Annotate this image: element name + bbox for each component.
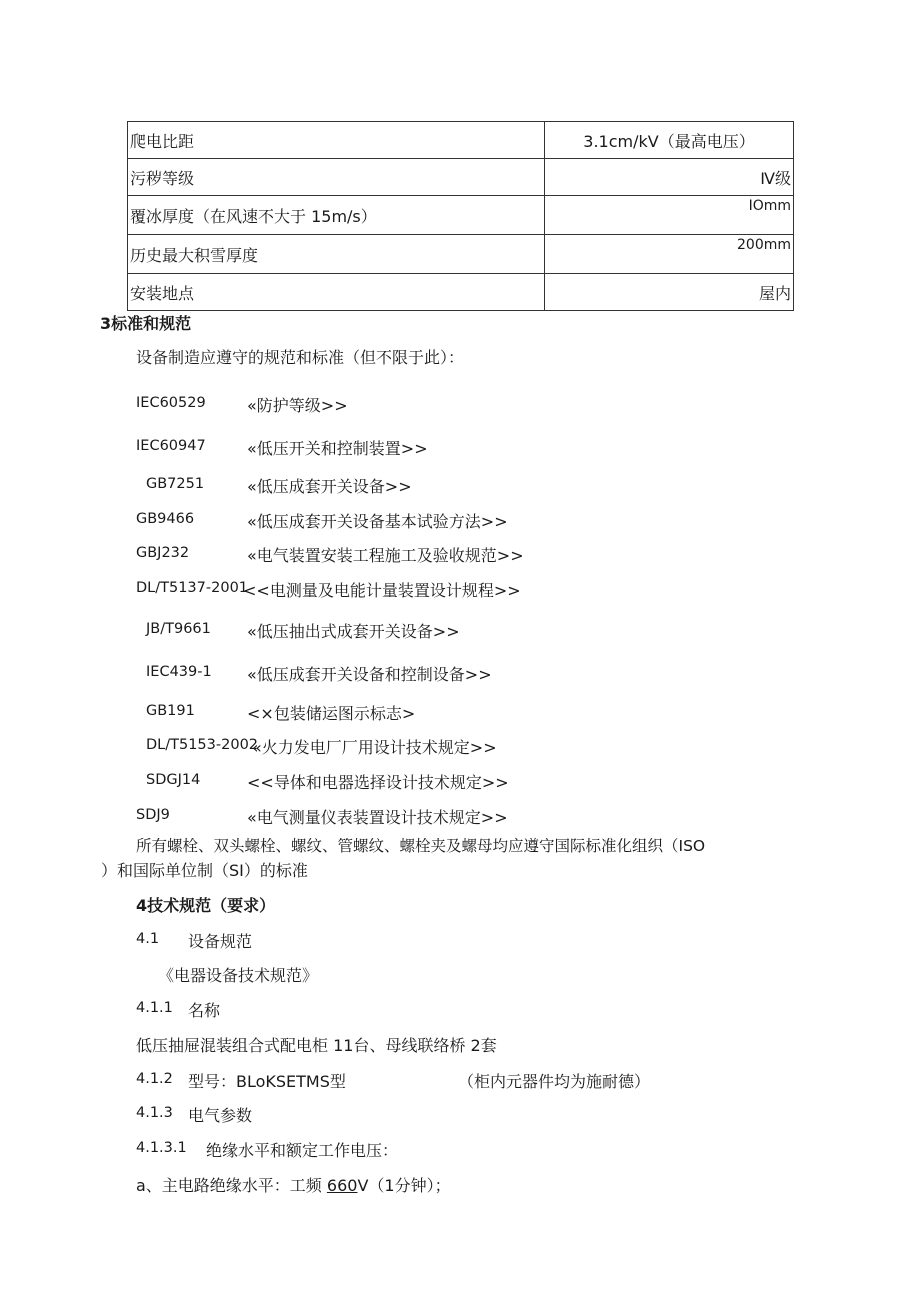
standard-title: «电气装置安装工程施工及验收规范>>: [247, 546, 524, 565]
section-4-1-title: 设备规范: [188, 932, 253, 951]
standard-title: <<电测量及电能计量装置设计规程>>: [243, 581, 521, 600]
document-reference: 《电器设备技术规范》: [158, 966, 319, 985]
row-label: 历史最大积雪厚度: [128, 235, 545, 274]
row-value: Ⅳ级: [545, 159, 794, 196]
standard-title: <×包装储运图示标志>: [247, 704, 416, 723]
row-value: IOmm: [545, 196, 794, 235]
section-4-1-1-number: 4.1.1: [136, 1000, 173, 1016]
table-row: [128, 196, 794, 235]
row-label: 爬电比距: [128, 122, 545, 159]
bolts-paragraph-line1: 所有螺栓、双头螺栓、螺纹、管螺纹、螺栓夹及螺母均应遵守国际标准化组织（ISO: [136, 837, 706, 855]
table-row: [128, 122, 794, 159]
standard-code: SDJ9: [136, 807, 170, 823]
row-value: 3.1cm∕kV（最高电压）: [545, 122, 794, 159]
section-4-1-3-number: 4.1.3: [136, 1105, 173, 1121]
table-row: [128, 159, 794, 196]
standard-code: IEC60947: [136, 438, 206, 454]
section-4-1-3-1-number: 4.1.3.1: [136, 1140, 187, 1156]
standard-code: IEC439-1: [146, 664, 212, 680]
bolts-paragraph-line2: ）和国际单位制（SI）的标准: [101, 861, 308, 880]
standard-title: «火力发电厂厂用设计技术规定>>: [252, 738, 497, 757]
section-4-1-3-1-title: 绝缘水平和额定工作电压：: [206, 1141, 399, 1160]
standard-title: «电气测量仪表装置设计技术规定>>: [247, 808, 508, 827]
item-a-line: [136, 1173, 451, 1196]
standard-code: GB191: [146, 703, 195, 719]
section-4-1-3-title: 电气参数: [188, 1106, 253, 1125]
equipment-name-text: 低压抽屉混装组合式配电柜 11台、母线联络桥 2套: [136, 1036, 497, 1055]
row-label: 安装地点: [128, 274, 545, 311]
section-3-heading: 3标准和规范: [100, 314, 192, 333]
row-value: 屋内: [545, 274, 794, 311]
item-a-voltage: 660: [326, 1176, 358, 1195]
standard-code: IEC60529: [136, 395, 206, 411]
standard-title: <<导体和电器选择设计技术规定>>: [247, 773, 509, 792]
standard-title: «低压成套开关设备基本试验方法>>: [247, 512, 508, 531]
row-label: 覆冰厚度（在风速不大于 15m∕s）: [128, 196, 545, 235]
section-4-1-2-number: 4.1.2: [136, 1071, 173, 1087]
section-4-heading: 4技术规范（要求）: [136, 896, 276, 915]
section-3-intro: 设备制造应遵守的规范和标准（但不限于此）：: [136, 348, 465, 367]
standard-code: SDGJ14: [146, 772, 201, 788]
item-a-suffix: V（1分钟）；: [357, 1176, 451, 1195]
standard-code: DL/T5153-2002: [146, 737, 259, 753]
standard-title: «低压抽出式成套开关设备>>: [247, 622, 460, 641]
table-row: [128, 274, 794, 311]
item-a-prefix: a、主电路绝缘水平：工频: [136, 1176, 327, 1195]
parameters-table: [127, 121, 794, 311]
standard-title: «防护等级>>: [247, 396, 348, 415]
model-note: （柜内元器件均为施耐德）: [458, 1072, 651, 1091]
row-value: 200mm: [545, 235, 794, 274]
standard-title: «低压开关和控制装置>>: [247, 439, 428, 458]
standard-code: JB/T9661: [146, 621, 211, 637]
standard-code: GB7251: [146, 476, 205, 492]
standard-title: «低压成套开关设备>>: [247, 477, 412, 496]
standard-code: DL/T5137-2001: [136, 580, 249, 596]
standard-title: «低压成套开关设备和控制设备>>: [247, 665, 492, 684]
table-row: [128, 235, 794, 274]
section-4-1-1-title: 名称: [188, 1001, 221, 1020]
standard-code: GBJ232: [136, 545, 190, 561]
model-text: 型号：BLoKSETMS型: [188, 1072, 346, 1091]
section-4-1-number: 4.1: [136, 931, 160, 947]
row-label: 污秽等级: [128, 159, 545, 196]
standard-code: GB9466: [136, 511, 195, 527]
